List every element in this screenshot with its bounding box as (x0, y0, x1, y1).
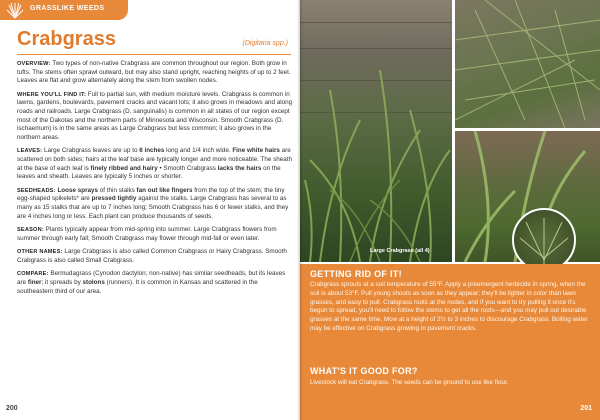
leaves-emphasis-4: lacks the hairs (217, 164, 262, 172)
leaves-label: LEAVES: (17, 148, 43, 155)
where-label: WHERE YOU'LL FIND IT: (17, 91, 87, 98)
scientific-name: (Digitaria spp.) (242, 40, 288, 47)
compare-emphasis-1: finer (27, 279, 42, 287)
page-number-right: 201 (580, 405, 592, 412)
seed-emphasis-2: fan out like fingers (136, 186, 193, 194)
overview-paragraph (17, 60, 293, 86)
season-paragraph (17, 226, 293, 243)
leaves-text-1: Large Crabgrass leaves are up to (43, 147, 138, 155)
leaves-text-4: • Smooth Crabgrass (159, 164, 216, 172)
section-tab (0, 0, 128, 20)
leaves-text-3: are scattered on both sides; hairs at the leaf base are typically longer and more noticeable. The sheath at the base of each leaf is (17, 147, 293, 172)
seedhead-closeup-inset (512, 208, 576, 272)
seed-text-1: of thin stalks (99, 186, 135, 194)
leaves-text-5: on the leaves and sheath. Leaves are typically 5 inches or shorter. (17, 164, 281, 181)
description-body (17, 60, 293, 301)
book-gutter (297, 0, 303, 420)
seed-emphasis-3: pressed tightly (91, 195, 137, 203)
seedheads-label: SEEDHEADS: (17, 187, 56, 194)
right-page (300, 0, 600, 420)
seed-emphasis-1: Loose sprays (57, 186, 99, 194)
info-panel (300, 264, 600, 420)
getting-rid-text: Crabgrass sprouts at a soil temperature of 55°F. Apply a preemergent herbicide in spring, when the soil is about 53°F. Pull young shoots as soon as they appear; they'll be lighter in color than lawn grasses, and easy to pull. Crabgrass roots at the nodes, and if you want to try pulling it once it's begun to spread, you'll need to follow the stems to get all the roots—and you may pull out desirable grasses at the same time. Mow at a height of 2½ to 3 inches to discourage Crabgrass. Boiling water may be effective on Crabgrass growing in pavement cracks. (310, 281, 588, 332)
title-divider (17, 54, 291, 55)
season-text: Plants typically appear from mid-spring into summer. Large Crabgrass flowers from summer through early fall; Smooth Crabgrass may flower through mid-fall or even later. (17, 226, 277, 242)
photo-caption: Large Crabgrass (all 4) (370, 248, 430, 254)
leaves-emphasis-1: 6 inches (139, 147, 165, 155)
leaves-paragraph (17, 147, 293, 181)
overview-label: OVERVIEW: (17, 61, 51, 67)
other-names-label: OTHER NAMES: (17, 249, 63, 256)
closeup-illustration (514, 210, 574, 270)
other-names-text: Large Crabgrass is also called Common Crabgrass or Hairy Crabgrass. Smooth Crabgrass is also called Small Crabgrass. (17, 248, 287, 264)
compare-emphasis-2: stolons (82, 279, 105, 287)
page-title: Crabgrass (17, 28, 116, 50)
where-paragraph (17, 91, 293, 143)
crabgrass-photo-top-right (455, 0, 600, 128)
other-names-paragraph (17, 248, 293, 265)
grass-burst-icon (6, 1, 24, 19)
page-number-left: 200 (6, 405, 18, 412)
seedheads-paragraph (17, 187, 293, 221)
leaves-text-2: long and 1/4 inch wide. (166, 147, 231, 155)
grass-blades-illustration (300, 0, 452, 262)
season-label: SEASON: (17, 227, 44, 234)
getting-rid-heading: GETTING RID OF IT! (310, 269, 402, 279)
leaves-emphasis-2: Fine white hairs (232, 147, 280, 155)
compare-text-3: (runners). It is common in Kansas and scattered in the southeastern third of our area. (17, 279, 258, 295)
seedhead-illustration (455, 0, 600, 128)
where-text: Full to partial sun, with medium moisture levels. Crabgrass is common in lawns, gardens, boulevards, pavement cracks and vacant lots; it also grows in meadows and along roads and railroads. Large Crabgrass (D. sanguinalis) is common in all states of our region except most of the Dakotas and the northern parts of Minnesota and Wisconsin. Smooth Crabgrass (D. ischaemum) is in the same areas as Large Crabgrass but less common; it also grows in the northern areas. (17, 90, 293, 141)
good-for-text: Livestock will eat Crabgrass. The seeds can be ground to use like flour. (310, 379, 509, 386)
leaves-emphasis-3: finely ribbed and hairy (90, 164, 158, 172)
compare-paragraph (17, 270, 293, 296)
section-tab-label: GRASSLIKE WEEDS (30, 5, 105, 12)
compare-label: COMPARE: (17, 271, 49, 278)
seed-text-3: against the stalks. Large Crabgrass has several to as many as 15 stalks that are up to 7 inches long; Smooth Crabgrass has 6 or fewer stalks, and they are 4 inches long or less. Each plant can produce thousands of seeds. (17, 195, 289, 220)
seed-text-2: from the top of the stem; the tiny egg-shaped spikelets* are (17, 186, 285, 203)
compare-text-2: ; it spreads by (41, 279, 81, 287)
compare-text-1: Bermudagrass (Cynodon dactylon; non-native) has similar seedheads, but its leaves are (17, 270, 286, 287)
overview-text: Two types of non-native Crabgrass are common throughout our region. Both grow in tufts. The stems often sprawl outward, but may also stand upright, reaching heights of up to 2 feet. Leaves are flat and grow alternately along the stem from swollen nodes. (17, 60, 291, 85)
good-for-heading: WHAT'S IT GOOD FOR? (310, 366, 418, 376)
crabgrass-photo-main (300, 0, 452, 262)
